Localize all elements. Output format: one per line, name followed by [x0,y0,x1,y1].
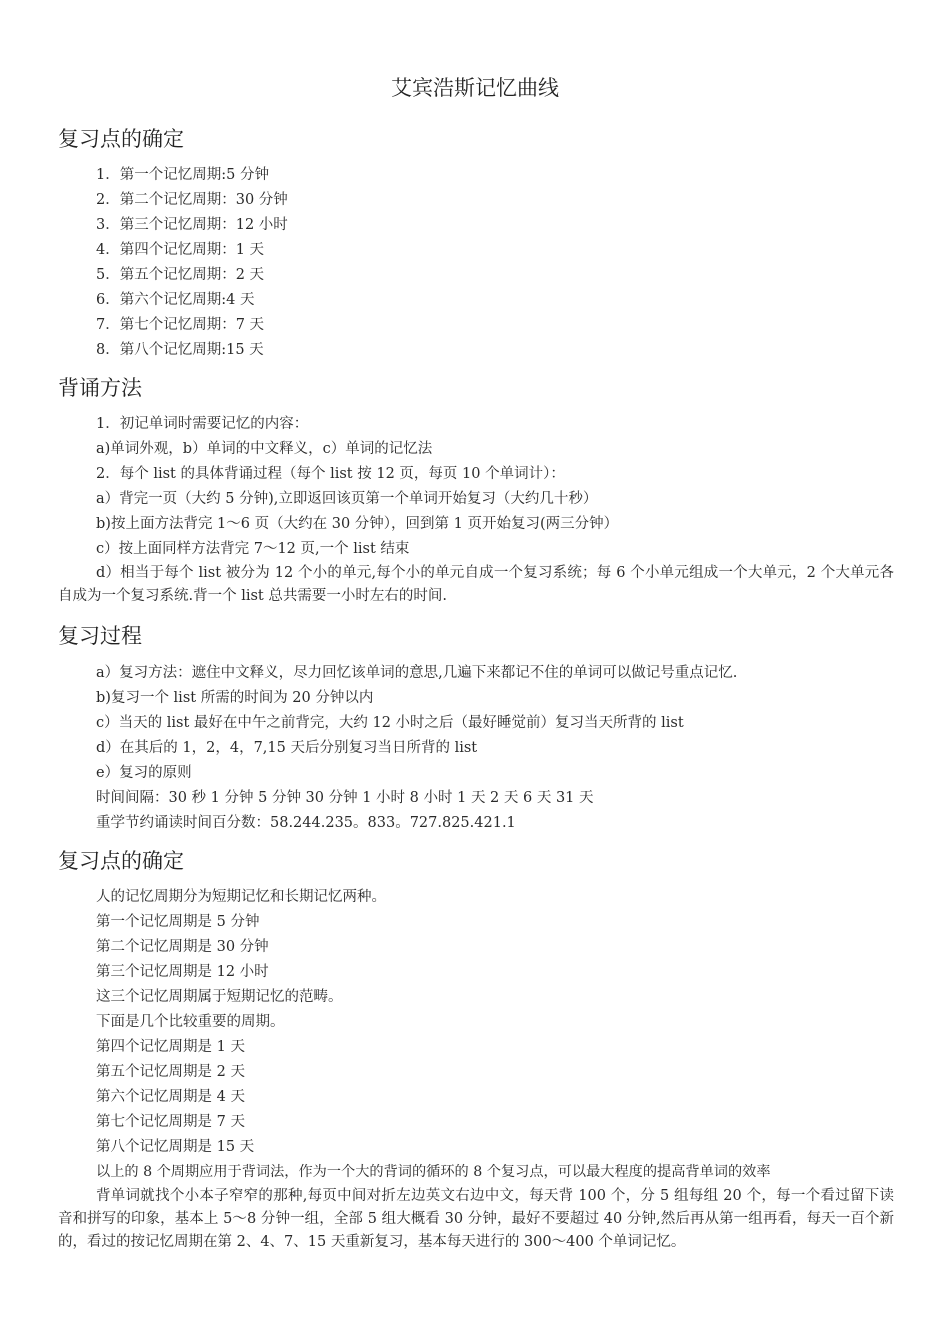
list-item: a)单词外观，b）单词的中文释义，c）单词的记忆法 [96,441,433,457]
list-item: 2．每个 list 的具体背诵过程（每个 list 按 12 页，每页 10 个单词计）： [96,466,565,482]
paragraph: 背单词就找个小本子窄窄的那种,每页中间对折左边英文右边中文，每天背 100 个，分 5 组每组 20 个，每一个看过留下读音和拼写的印象，基本上 5～8 分钟一组，全部 5 组大概看 30 分钟，最好不要超过 40 分钟,然后再从第一组再看，每天一百个新的，看过的按记忆周期在第 2、4、7、15 天重新复习，基本每天进行的 300～400 个单词记忆。 [58,1188,894,1250]
list-item: a）复习方法：遮住中文释义，尽力回忆该单词的意思,几遍下来都记不住的单词可以做记号重点记忆. [96,665,738,681]
list-item: b)复习一个 list 所需的时间为 20 分钟以内 [96,690,374,706]
list-item: 7．第七个记忆周期：7 天 [96,317,265,333]
list-item: 时间间隔：30 秒 1 分钟 5 分钟 30 分钟 1 小时 8 小时 1 天 2 天 6 天 31 天 [96,790,594,806]
list-item: 第五个记忆周期是 2 天 [96,1064,245,1080]
list-item: 第二个记忆周期是 30 分钟 [96,939,269,955]
list-item: 3．第三个记忆周期：12 小时 [96,217,288,233]
list-item: 1．初记单词时需要记忆的内容： [96,416,309,432]
section-heading-recitation-method: 背诵方法 [58,376,142,400]
list-item: 第三个记忆周期是 12 小时 [96,964,269,980]
document-title: 艾宾浩斯记忆曲线 [391,76,559,100]
list-item: 1．第一个记忆周期:5 分钟 [96,167,269,183]
list-item: c）按上面同样方法背完 7～12 页,一个 list 结束 [96,541,410,557]
list-item: 2．第二个记忆周期：30 分钟 [96,192,288,208]
section-heading-review-points: 复习点的确定 [58,127,184,151]
list-item: 第六个记忆周期是 4 天 [96,1089,245,1105]
list-item: 5．第五个记忆周期：2 天 [96,267,265,283]
list-item: 人的记忆周期分为短期记忆和长期记忆两种。 [96,889,386,905]
list-item: 8．第八个记忆周期:15 天 [96,342,264,358]
list-item: 6．第六个记忆周期:4 天 [96,292,255,308]
list-item: 以上的 8 个周期应用于背词法，作为一个大的背词的循环的 8 个复习点，可以最大程度的提高背单词的效率 [96,1164,771,1180]
list-item: 第七个记忆周期是 7 天 [96,1114,245,1130]
list-item: 这三个记忆周期属于短期记忆的范畴。 [96,989,343,1005]
list-item: c）当天的 list 最好在中午之前背完，大约 12 小时之后（最好睡觉前）复习当天所背的 list [96,715,684,731]
paragraph: d）相当于每个 list 被分为 12 个小的单元,每个小的单元自成一个复习系统；每 6 个小单元组成一个大单元，2 个大单元各自成为一个复习系统.背一个 list 总共需要一小时左右的时间. [58,565,894,604]
list-item: 第八个记忆周期是 15 天 [96,1139,255,1155]
list-item: a）背完一页（大约 5 分钟),立即返回该页第一个单词开始复习（大约几十秒） [96,491,598,507]
list-item: b)按上面方法背完 1～6 页（大约在 30 分钟），回到第 1 页开始复习(两三分钟） [96,516,619,532]
list-item: 4．第四个记忆周期：1 天 [96,242,265,258]
list-item: 重学节约诵读时间百分数：58.244.235。833。727.825.421.1 [96,815,516,831]
section-heading-review-points-2: 复习点的确定 [58,849,184,873]
list-item: d）在其后的 1，2，4，7,15 天后分别复习当日所背的 list [96,740,478,756]
list-item: 第一个记忆周期是 5 分钟 [96,914,260,930]
list-item: 下面是几个比较重要的周期。 [96,1014,285,1030]
list-item: 第四个记忆周期是 1 天 [96,1039,245,1055]
section-heading-review-process: 复习过程 [58,624,142,648]
list-item: e）复习的原则 [96,765,192,781]
